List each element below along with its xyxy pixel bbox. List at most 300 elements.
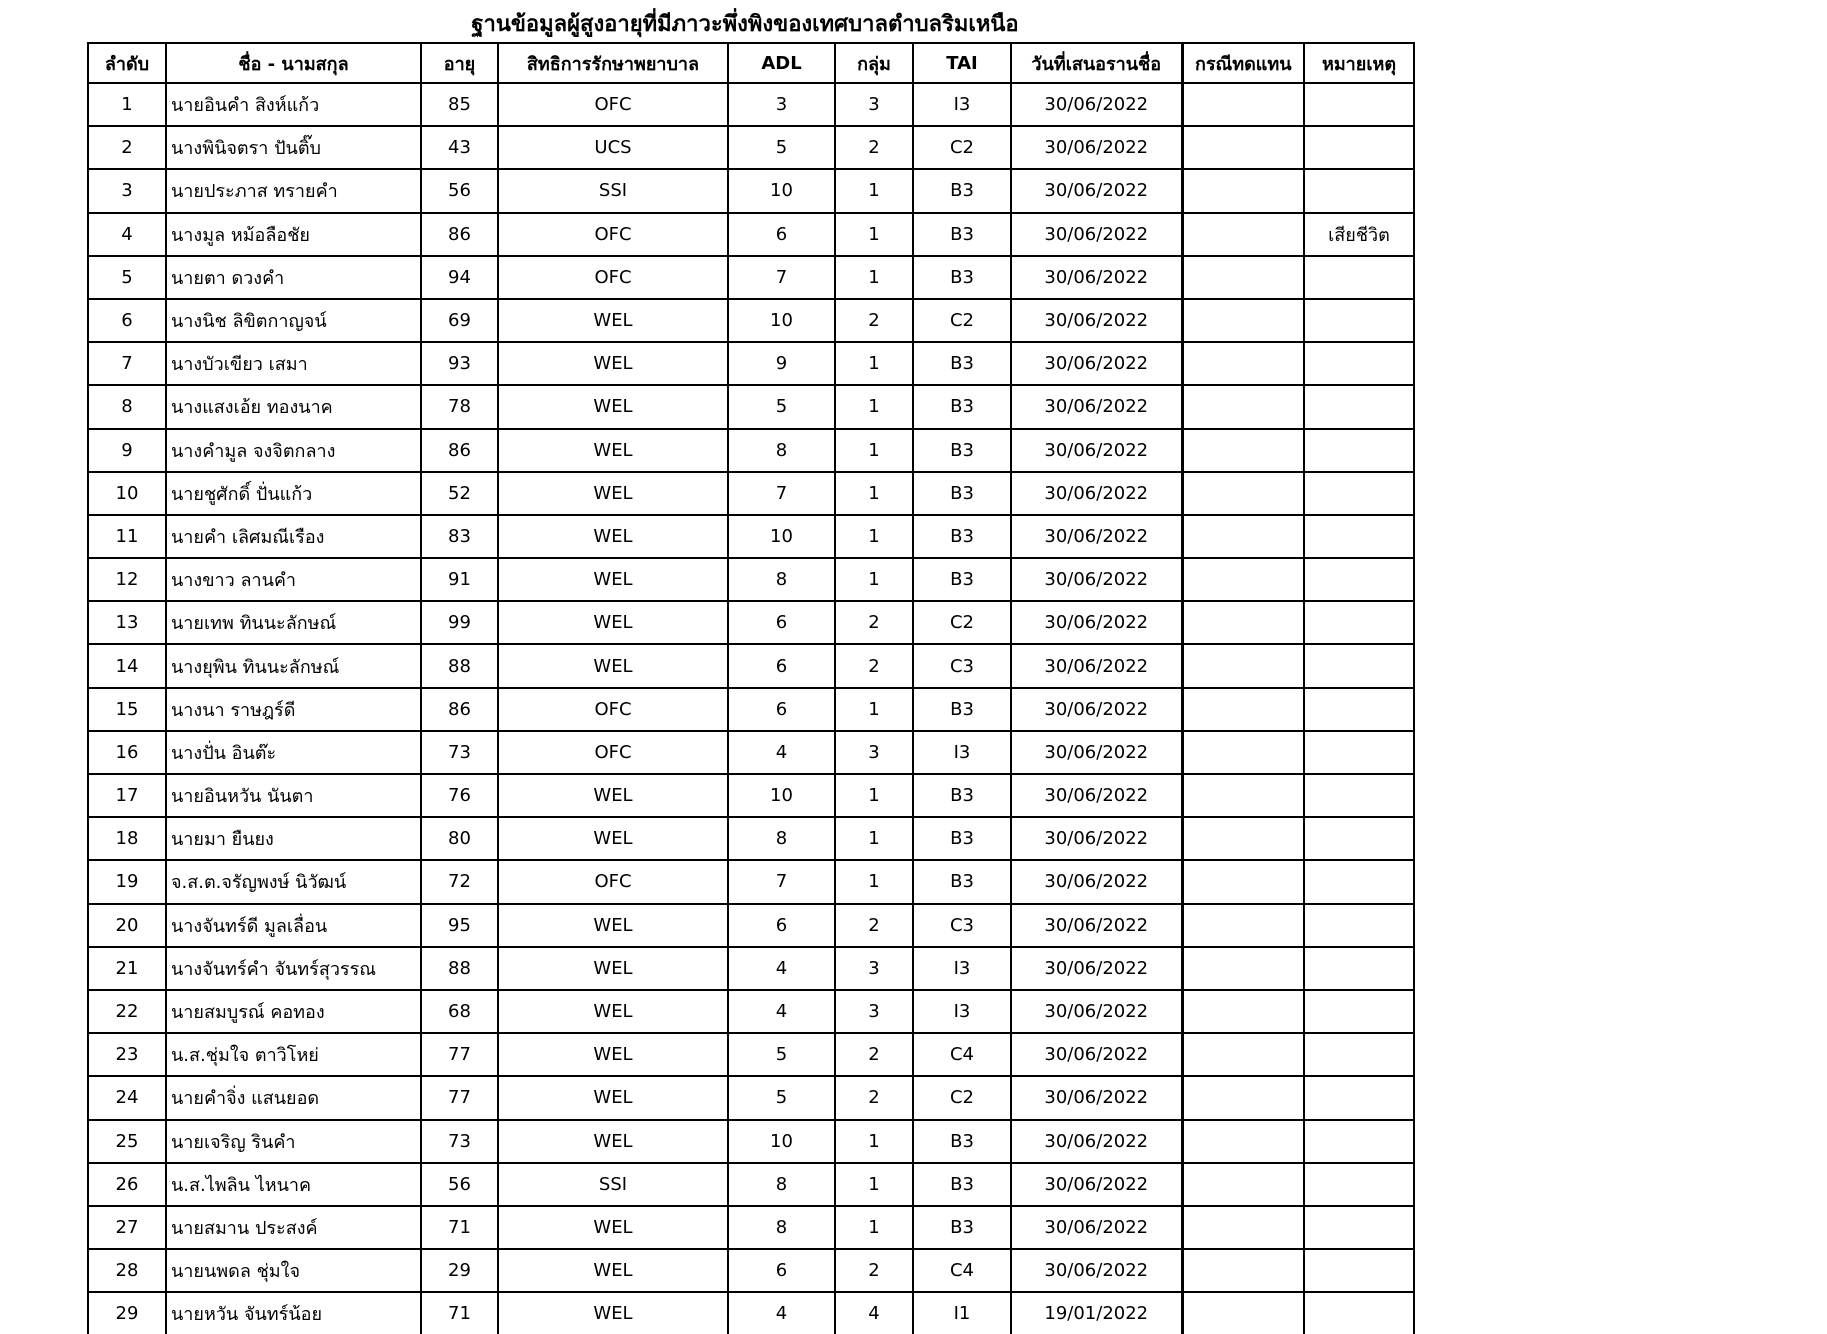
remark-cell — [1304, 342, 1414, 385]
name-cell: นายเจริญ รินคำ — [166, 1120, 421, 1163]
date-cell: 30/06/2022 — [1011, 1076, 1182, 1119]
table-row — [88, 601, 1414, 644]
tai-cell: C2 — [913, 299, 1011, 342]
replacement-cell — [1182, 644, 1304, 687]
table-row — [88, 1120, 1414, 1163]
age-cell: 83 — [421, 515, 498, 558]
tai-cell: B3 — [913, 860, 1011, 903]
header-row — [88, 43, 1414, 83]
order-cell: 16 — [88, 731, 166, 774]
health-right-cell: OFC — [498, 83, 728, 126]
adl-cell: 5 — [728, 385, 835, 428]
remark-cell — [1304, 1249, 1414, 1292]
health-right-cell: OFC — [498, 213, 728, 256]
adl-cell: 6 — [728, 1249, 835, 1292]
age-cell: 85 — [421, 83, 498, 126]
health-right-cell: WEL — [498, 558, 728, 601]
order-cell: 6 — [88, 299, 166, 342]
replacement-cell — [1182, 904, 1304, 947]
health-right-cell: WEL — [498, 1249, 728, 1292]
replacement-cell — [1182, 1249, 1304, 1292]
remark-cell — [1304, 385, 1414, 428]
group-cell: 1 — [835, 169, 913, 212]
adl-cell: 8 — [728, 1206, 835, 1249]
col-header-order: ลำดับ — [88, 43, 166, 83]
remark-cell — [1304, 601, 1414, 644]
age-cell: 56 — [421, 1163, 498, 1206]
table-row — [88, 1076, 1414, 1119]
group-cell: 1 — [835, 429, 913, 472]
age-cell: 88 — [421, 644, 498, 687]
age-cell: 93 — [421, 342, 498, 385]
health-right-cell: SSI — [498, 169, 728, 212]
replacement-cell — [1182, 1033, 1304, 1076]
replacement-cell — [1182, 558, 1304, 601]
table-row — [88, 644, 1414, 687]
adl-cell: 4 — [728, 947, 835, 990]
tai-cell: B3 — [913, 1163, 1011, 1206]
adl-cell: 10 — [728, 1120, 835, 1163]
name-cell: นางนิช ลิขิตกาญจน์ — [166, 299, 421, 342]
remark-cell — [1304, 1076, 1414, 1119]
name-cell: นางบัวเขียว เสมา — [166, 342, 421, 385]
remark-cell — [1304, 299, 1414, 342]
health-right-cell: OFC — [498, 256, 728, 299]
name-cell: นางมูล หม้อลือชัย — [166, 213, 421, 256]
table-row — [88, 429, 1414, 472]
health-right-cell: OFC — [498, 860, 728, 903]
replacement-cell — [1182, 256, 1304, 299]
age-cell: 77 — [421, 1076, 498, 1119]
remark-cell — [1304, 515, 1414, 558]
remark-cell — [1304, 644, 1414, 687]
group-cell: 1 — [835, 1206, 913, 1249]
replacement-cell — [1182, 731, 1304, 774]
adl-cell: 8 — [728, 817, 835, 860]
remark-cell — [1304, 83, 1414, 126]
adl-cell: 10 — [728, 774, 835, 817]
tai-cell: I3 — [913, 83, 1011, 126]
age-cell: 86 — [421, 429, 498, 472]
date-cell: 30/06/2022 — [1011, 774, 1182, 817]
replacement-cell — [1182, 299, 1304, 342]
order-cell: 20 — [88, 904, 166, 947]
group-cell: 2 — [835, 299, 913, 342]
age-cell: 80 — [421, 817, 498, 860]
date-cell: 30/06/2022 — [1011, 731, 1182, 774]
remark-cell — [1304, 817, 1414, 860]
date-cell: 30/06/2022 — [1011, 472, 1182, 515]
tai-cell: B3 — [913, 472, 1011, 515]
health-right-cell: WEL — [498, 515, 728, 558]
adl-cell: 5 — [728, 126, 835, 169]
health-right-cell: WEL — [498, 299, 728, 342]
tai-cell: B3 — [913, 1120, 1011, 1163]
health-right-cell: WEL — [498, 817, 728, 860]
date-cell: 30/06/2022 — [1011, 558, 1182, 601]
group-cell: 2 — [835, 1249, 913, 1292]
health-right-cell: WEL — [498, 1120, 728, 1163]
group-cell: 1 — [835, 472, 913, 515]
date-cell: 30/06/2022 — [1011, 1206, 1182, 1249]
replacement-cell — [1182, 429, 1304, 472]
elderly-registry-table — [87, 42, 1415, 1334]
group-cell: 1 — [835, 213, 913, 256]
order-cell: 27 — [88, 1206, 166, 1249]
adl-cell: 7 — [728, 472, 835, 515]
col-header-date: วันที่เสนอรานชื่อ — [1011, 43, 1182, 83]
order-cell: 21 — [88, 947, 166, 990]
tai-cell: B3 — [913, 342, 1011, 385]
group-cell: 2 — [835, 601, 913, 644]
tai-cell: B3 — [913, 429, 1011, 472]
replacement-cell — [1182, 774, 1304, 817]
health-right-cell: WEL — [498, 601, 728, 644]
group-cell: 3 — [835, 947, 913, 990]
remark-cell — [1304, 688, 1414, 731]
tai-cell: I3 — [913, 990, 1011, 1033]
date-cell: 30/06/2022 — [1011, 1120, 1182, 1163]
tai-cell: B3 — [913, 817, 1011, 860]
adl-cell: 6 — [728, 213, 835, 256]
table-row — [88, 990, 1414, 1033]
name-cell: นายมา ยืนยง — [166, 817, 421, 860]
order-cell: 28 — [88, 1249, 166, 1292]
tai-cell: C2 — [913, 601, 1011, 644]
name-cell: น.ส.ชุ่มใจ ตาวิโหย่ — [166, 1033, 421, 1076]
tai-cell: C2 — [913, 1076, 1011, 1119]
remark-cell — [1304, 990, 1414, 1033]
name-cell: นายคำจิ่ง แสนยอด — [166, 1076, 421, 1119]
name-cell: นายอินคำ สิงห์แก้ว — [166, 83, 421, 126]
age-cell: 29 — [421, 1249, 498, 1292]
replacement-cell — [1182, 1206, 1304, 1249]
group-cell: 1 — [835, 1163, 913, 1206]
group-cell: 2 — [835, 126, 913, 169]
group-cell: 2 — [835, 644, 913, 687]
name-cell: นางนา ราษฎร์ดี — [166, 688, 421, 731]
name-cell: นายหวัน จันทร์น้อย — [166, 1292, 421, 1334]
group-cell: 2 — [835, 904, 913, 947]
name-cell: นายอินหวัน นันตา — [166, 774, 421, 817]
col-header-adl: ADL — [728, 43, 835, 83]
order-cell: 26 — [88, 1163, 166, 1206]
age-cell: 86 — [421, 213, 498, 256]
tai-cell: I3 — [913, 947, 1011, 990]
col-header-tai: TAI — [913, 43, 1011, 83]
tai-cell: B3 — [913, 385, 1011, 428]
replacement-cell — [1182, 990, 1304, 1033]
name-cell: นางจันทร์ดี มูลเลื่อน — [166, 904, 421, 947]
table-row — [88, 1292, 1414, 1334]
age-cell: 71 — [421, 1206, 498, 1249]
tai-cell: C4 — [913, 1033, 1011, 1076]
tai-cell: B3 — [913, 774, 1011, 817]
adl-cell: 6 — [728, 688, 835, 731]
name-cell: นายสมบูรณ์ คอทอง — [166, 990, 421, 1033]
order-cell: 17 — [88, 774, 166, 817]
date-cell: 30/06/2022 — [1011, 342, 1182, 385]
date-cell: 30/06/2022 — [1011, 169, 1182, 212]
remark-cell — [1304, 860, 1414, 903]
tai-cell: C4 — [913, 1249, 1011, 1292]
replacement-cell — [1182, 515, 1304, 558]
health-right-cell: WEL — [498, 1033, 728, 1076]
col-header-replacement: กรณีทดแทน — [1182, 43, 1304, 83]
tai-cell: B3 — [913, 213, 1011, 256]
health-right-cell: WEL — [498, 904, 728, 947]
adl-cell: 7 — [728, 860, 835, 903]
health-right-cell: OFC — [498, 731, 728, 774]
name-cell: น.ส.ไพลิน ไหนาค — [166, 1163, 421, 1206]
date-cell: 30/06/2022 — [1011, 515, 1182, 558]
date-cell: 30/06/2022 — [1011, 947, 1182, 990]
date-cell: 30/06/2022 — [1011, 83, 1182, 126]
table-row — [88, 472, 1414, 515]
table-row — [88, 817, 1414, 860]
adl-cell: 10 — [728, 299, 835, 342]
date-cell: 30/06/2022 — [1011, 860, 1182, 903]
group-cell: 1 — [835, 1120, 913, 1163]
name-cell: นายประภาส ทรายคำ — [166, 169, 421, 212]
table-row — [88, 515, 1414, 558]
age-cell: 69 — [421, 299, 498, 342]
table-row — [88, 83, 1414, 126]
remark-cell — [1304, 126, 1414, 169]
replacement-cell — [1182, 947, 1304, 990]
col-header-group: กลุ่ม — [835, 43, 913, 83]
table-row — [88, 558, 1414, 601]
date-cell: 30/06/2022 — [1011, 429, 1182, 472]
group-cell: 2 — [835, 1033, 913, 1076]
group-cell: 4 — [835, 1292, 913, 1334]
adl-cell: 5 — [728, 1033, 835, 1076]
date-cell: 30/06/2022 — [1011, 299, 1182, 342]
age-cell: 68 — [421, 990, 498, 1033]
date-cell: 30/06/2022 — [1011, 1033, 1182, 1076]
group-cell: 3 — [835, 990, 913, 1033]
age-cell: 56 — [421, 169, 498, 212]
table-row — [88, 1206, 1414, 1249]
health-right-cell: WEL — [498, 1206, 728, 1249]
table-row — [88, 299, 1414, 342]
health-right-cell: SSI — [498, 1163, 728, 1206]
order-cell: 4 — [88, 213, 166, 256]
order-cell: 9 — [88, 429, 166, 472]
name-cell: นางจันทร์คำ จันทร์สุวรรณ — [166, 947, 421, 990]
adl-cell: 4 — [728, 731, 835, 774]
date-cell: 30/06/2022 — [1011, 990, 1182, 1033]
age-cell: 88 — [421, 947, 498, 990]
replacement-cell — [1182, 817, 1304, 860]
table-row — [88, 1033, 1414, 1076]
remark-cell — [1304, 1206, 1414, 1249]
age-cell: 52 — [421, 472, 498, 515]
group-cell: 1 — [835, 860, 913, 903]
name-cell: นางคำมูล จงจิตกลาง — [166, 429, 421, 472]
name-cell: นายชูศักดิ์ ปั่นแก้ว — [166, 472, 421, 515]
date-cell: 30/06/2022 — [1011, 601, 1182, 644]
replacement-cell — [1182, 601, 1304, 644]
replacement-cell — [1182, 1120, 1304, 1163]
tai-cell: I3 — [913, 731, 1011, 774]
table-row — [88, 774, 1414, 817]
adl-cell: 3 — [728, 83, 835, 126]
order-cell: 29 — [88, 1292, 166, 1334]
tai-cell: C2 — [913, 126, 1011, 169]
remark-cell — [1304, 731, 1414, 774]
health-right-cell: WEL — [498, 472, 728, 515]
table-row — [88, 126, 1414, 169]
remark-cell — [1304, 904, 1414, 947]
replacement-cell — [1182, 83, 1304, 126]
health-right-cell: WEL — [498, 1292, 728, 1334]
tai-cell: B3 — [913, 515, 1011, 558]
adl-cell: 6 — [728, 904, 835, 947]
table-row — [88, 688, 1414, 731]
order-cell: 22 — [88, 990, 166, 1033]
tai-cell: B3 — [913, 256, 1011, 299]
group-cell: 1 — [835, 385, 913, 428]
table-row — [88, 342, 1414, 385]
age-cell: 72 — [421, 860, 498, 903]
name-cell: จ.ส.ต.จรัญพงษ์ นิวัฒน์ — [166, 860, 421, 903]
remark-cell — [1304, 1120, 1414, 1163]
adl-cell: 4 — [728, 1292, 835, 1334]
adl-cell: 10 — [728, 169, 835, 212]
adl-cell: 8 — [728, 558, 835, 601]
adl-cell: 6 — [728, 601, 835, 644]
age-cell: 91 — [421, 558, 498, 601]
order-cell: 11 — [88, 515, 166, 558]
tai-cell: C3 — [913, 644, 1011, 687]
group-cell: 1 — [835, 774, 913, 817]
group-cell: 3 — [835, 83, 913, 126]
date-cell: 30/06/2022 — [1011, 817, 1182, 860]
age-cell: 71 — [421, 1292, 498, 1334]
health-right-cell: WEL — [498, 385, 728, 428]
adl-cell: 6 — [728, 644, 835, 687]
col-header-age: อายุ — [421, 43, 498, 83]
col-header-remark: หมายเหตุ — [1304, 43, 1414, 83]
health-right-cell: OFC — [498, 688, 728, 731]
table-row — [88, 947, 1414, 990]
date-cell: 19/01/2022 — [1011, 1292, 1182, 1334]
replacement-cell — [1182, 213, 1304, 256]
health-right-cell: UCS — [498, 126, 728, 169]
health-right-cell: WEL — [498, 429, 728, 472]
order-cell: 14 — [88, 644, 166, 687]
date-cell: 30/06/2022 — [1011, 644, 1182, 687]
order-cell: 10 — [88, 472, 166, 515]
order-cell: 15 — [88, 688, 166, 731]
order-cell: 13 — [88, 601, 166, 644]
adl-cell: 8 — [728, 429, 835, 472]
remark-cell — [1304, 774, 1414, 817]
table-row — [88, 860, 1414, 903]
table-row — [88, 1163, 1414, 1206]
col-header-name: ชื่อ - นามสกุล — [166, 43, 421, 83]
order-cell: 5 — [88, 256, 166, 299]
name-cell: นายนพดล ชุ่มใจ — [166, 1249, 421, 1292]
health-right-cell: WEL — [498, 774, 728, 817]
remark-cell — [1304, 1033, 1414, 1076]
health-right-cell: WEL — [498, 342, 728, 385]
replacement-cell — [1182, 688, 1304, 731]
remark-cell — [1304, 1292, 1414, 1334]
col-header-health-right: สิทธิการรักษาพยาบาล — [498, 43, 728, 83]
order-cell: 2 — [88, 126, 166, 169]
replacement-cell — [1182, 472, 1304, 515]
remark-cell — [1304, 1163, 1414, 1206]
order-cell: 8 — [88, 385, 166, 428]
health-right-cell: WEL — [498, 1076, 728, 1119]
name-cell: นายคำ เลิศมณีเรือง — [166, 515, 421, 558]
replacement-cell — [1182, 1076, 1304, 1119]
tai-cell: I1 — [913, 1292, 1011, 1334]
order-cell: 25 — [88, 1120, 166, 1163]
table-row — [88, 213, 1414, 256]
age-cell: 76 — [421, 774, 498, 817]
adl-cell: 10 — [728, 515, 835, 558]
age-cell: 78 — [421, 385, 498, 428]
tai-cell: B3 — [913, 169, 1011, 212]
date-cell: 30/06/2022 — [1011, 904, 1182, 947]
order-cell: 1 — [88, 83, 166, 126]
order-cell: 18 — [88, 817, 166, 860]
replacement-cell — [1182, 385, 1304, 428]
remark-cell: เสียชีวิต — [1304, 213, 1414, 256]
table-row — [88, 904, 1414, 947]
group-cell: 1 — [835, 817, 913, 860]
name-cell: นายสมาน ประสงค์ — [166, 1206, 421, 1249]
tai-cell: C3 — [913, 904, 1011, 947]
order-cell: 7 — [88, 342, 166, 385]
group-cell: 1 — [835, 688, 913, 731]
remark-cell — [1304, 558, 1414, 601]
remark-cell — [1304, 256, 1414, 299]
table-row — [88, 256, 1414, 299]
adl-cell: 4 — [728, 990, 835, 1033]
age-cell: 43 — [421, 126, 498, 169]
order-cell: 3 — [88, 169, 166, 212]
group-cell: 2 — [835, 1076, 913, 1119]
adl-cell: 8 — [728, 1163, 835, 1206]
group-cell: 1 — [835, 558, 913, 601]
order-cell: 19 — [88, 860, 166, 903]
table-row — [88, 1249, 1414, 1292]
date-cell: 30/06/2022 — [1011, 213, 1182, 256]
table-row — [88, 385, 1414, 428]
table-header — [88, 43, 1414, 83]
table-body — [88, 83, 1414, 1334]
date-cell: 30/06/2022 — [1011, 256, 1182, 299]
date-cell: 30/06/2022 — [1011, 126, 1182, 169]
adl-cell: 9 — [728, 342, 835, 385]
name-cell: นางยุพิน ทินนะลักษณ์ — [166, 644, 421, 687]
date-cell: 30/06/2022 — [1011, 688, 1182, 731]
remark-cell — [1304, 947, 1414, 990]
tai-cell: B3 — [913, 688, 1011, 731]
age-cell: 86 — [421, 688, 498, 731]
age-cell: 94 — [421, 256, 498, 299]
replacement-cell — [1182, 860, 1304, 903]
remark-cell — [1304, 472, 1414, 515]
adl-cell: 7 — [728, 256, 835, 299]
order-cell: 23 — [88, 1033, 166, 1076]
order-cell: 24 — [88, 1076, 166, 1119]
table-row — [88, 731, 1414, 774]
